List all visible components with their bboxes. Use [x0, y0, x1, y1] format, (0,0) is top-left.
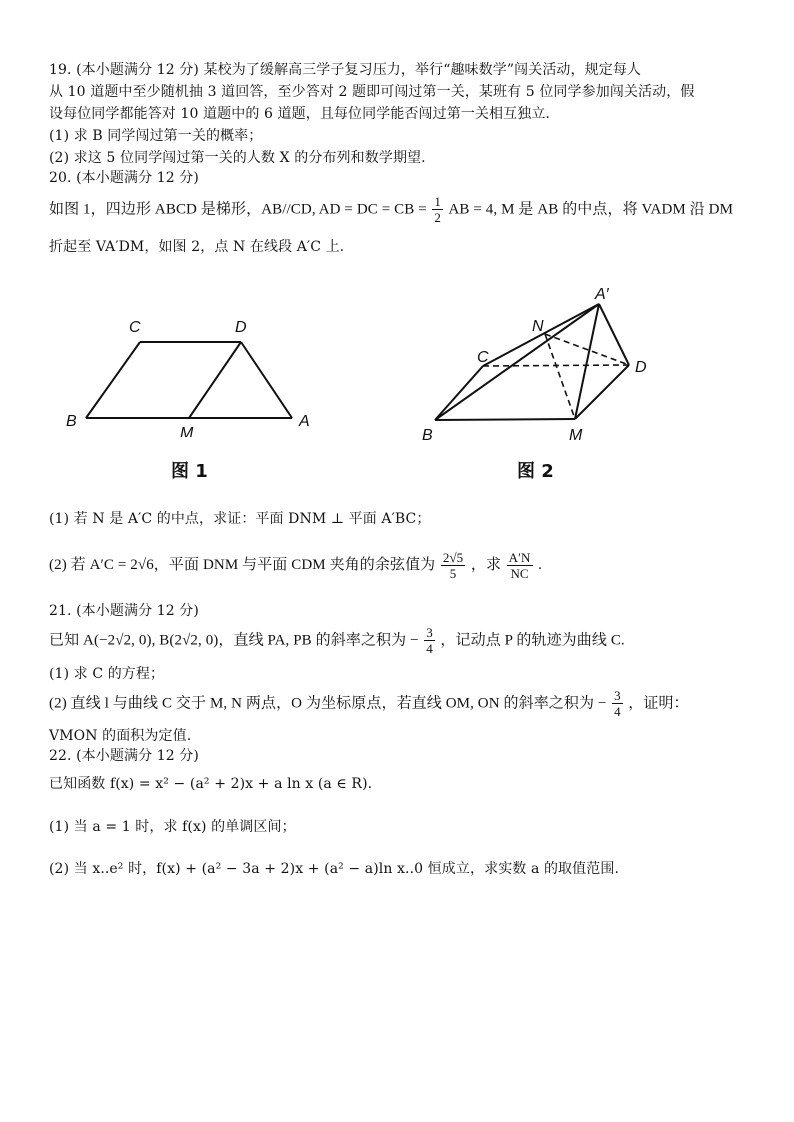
q19-line-3: 设每位同学都能答对 10 道题中的 6 道题，且每位同学能否闯过第一关相互独立. — [49, 106, 550, 122]
q22-part-1: (1) 当 a = 1 时，求 f(x) 的单调区间； — [49, 819, 296, 835]
q20-header: 20. (本小题满分 12 分) — [49, 170, 199, 186]
fig2-edge-ca1 — [483, 304, 599, 366]
q20-stem-line-1 — [49, 194, 733, 225]
q20-part2-text-b: ，求 — [470, 557, 502, 573]
q20-part2-fraction-ratio — [507, 550, 533, 581]
fig1-label-m: M — [180, 425, 194, 437]
q20-part2-frac1-num: 2√5 — [442, 549, 464, 565]
q19-line-1: 19. (本小题满分 12 分) 某校为了缓解高三学子复习压力，举行“趣味数学”闯关活动，规定每人 — [49, 62, 642, 78]
q22-header: 22. (本小题满分 12 分) — [49, 748, 199, 764]
figure-2-folded-solid — [415, 282, 665, 447]
q21-part-2-line-2: VMON 的面积为定值. — [49, 728, 192, 744]
q20-stem-text-b: AB = 4, M 是 AB 的中点，将 VADM 沿 DM — [448, 201, 734, 218]
fig2-edge-a1m — [575, 304, 599, 419]
fig2-label-n: N — [532, 318, 544, 335]
fig2-label-d: D — [635, 359, 647, 376]
fig2-edge-ba1 — [435, 304, 599, 420]
figure-1-caption: 图 1 — [171, 461, 208, 482]
q22-stem: 已知函数 f(x) = x² − (a² + 2)x + a ln x (a ∈ R). — [49, 776, 373, 792]
q21-part-1: (1) 求 C 的方程； — [49, 666, 165, 682]
q20-part2-text-c: . — [538, 557, 542, 573]
q20-part2-frac2-den: NC — [510, 565, 529, 581]
fig1-label-d: D — [235, 319, 247, 336]
fig1-edge-da — [241, 342, 292, 418]
fig1-edge-bc — [86, 342, 140, 418]
fig1-label-b: B — [66, 413, 77, 430]
fig2-edge-bm — [435, 419, 575, 420]
q20-stem-line-2: 折起至 VA′DM，如图 2，点 N 在线段 A′C 上. — [49, 239, 345, 255]
q21-part2-text-a: (2) 直线 l 与曲线 C 交于 M, N 两点，O 为坐标原点，若直线 OM, ON 的斜率之积为 − — [49, 695, 607, 712]
q21-stem-text-a: 已知 A(−2√2, 0), B(2√2, 0)，直线 PA, PB 的斜率之积为 − — [49, 632, 419, 649]
fig2-label-c: C — [477, 349, 489, 366]
q20-part2-fraction-cos — [441, 550, 465, 581]
q20-part2-frac1-den: 5 — [449, 565, 457, 581]
fig1-label-a: A — [299, 413, 310, 430]
q20-stem-fraction — [432, 194, 443, 225]
q20-stem-frac-num: 1 — [434, 194, 441, 209]
q19-part-2: (2) 求这 5 位同学闯过第一关的人数 X 的分布列和数学期望. — [49, 150, 426, 166]
fig2-edge-bc — [435, 366, 483, 420]
q21-stem-frac-den: 4 — [426, 641, 433, 656]
q19-line-2: 从 10 道题中至少随机抽 3 道回答，至少答对 2 题即可闯过第一关，某班有 5 位同学参加闯关活动，假 — [49, 84, 695, 100]
q21-stem — [49, 625, 625, 656]
q20-stem-frac-den: 2 — [434, 210, 441, 225]
q20-part-1: (1) 若 N 是 A′C 的中点，求证：平面 DNM ⊥ 平面 A′BC； — [49, 511, 431, 527]
q20-part2-frac2-num: A′N — [508, 549, 531, 565]
figure-2-caption: 图 2 — [517, 461, 554, 482]
q21-stem-text-b: ，记动点 P 的轨迹为曲线 C. — [440, 632, 625, 649]
q20-part-2 — [49, 548, 542, 582]
q21-stem-fraction — [424, 625, 435, 656]
q21-part2-text-b: ，证明： — [628, 695, 689, 712]
fig2-label-a-prime: A′ — [595, 286, 609, 303]
fig2-edge-md — [575, 365, 629, 419]
q20-stem-text-a: 如图 1，四边形 ABCD 是梯形，AB//CD, AD = DC = CB = — [49, 201, 427, 218]
q21-part-2 — [49, 688, 689, 719]
fig1-label-c: C — [129, 319, 141, 336]
q21-part2-frac-den: 4 — [614, 704, 621, 719]
q20-part2-text-a: (2) 若 A′C = 2√6，平面 DNM 与平面 CDM 夹角的余弦值为 — [49, 557, 436, 573]
fig2-label-m: M — [569, 427, 583, 444]
q19-part-1: (1) 求 B 同学闯过第一关的概率； — [49, 128, 263, 144]
q21-part2-fraction — [612, 688, 623, 719]
figure-1-trapezoid — [55, 312, 325, 437]
q21-part2-frac-num: 3 — [614, 688, 621, 703]
fig2-dashed-nm — [545, 334, 575, 419]
q22-part-2: (2) 当 x..e² 时，f(x) + (a² − 3a + 2)x + (a² − a)ln x..0 恒成立，求实数 a 的取值范围. — [49, 861, 619, 877]
fig1-edge-dm — [189, 342, 241, 418]
q21-stem-frac-num: 3 — [426, 625, 433, 640]
fig2-label-b: B — [422, 427, 433, 444]
q21-header: 21. (本小题满分 12 分) — [49, 603, 199, 619]
